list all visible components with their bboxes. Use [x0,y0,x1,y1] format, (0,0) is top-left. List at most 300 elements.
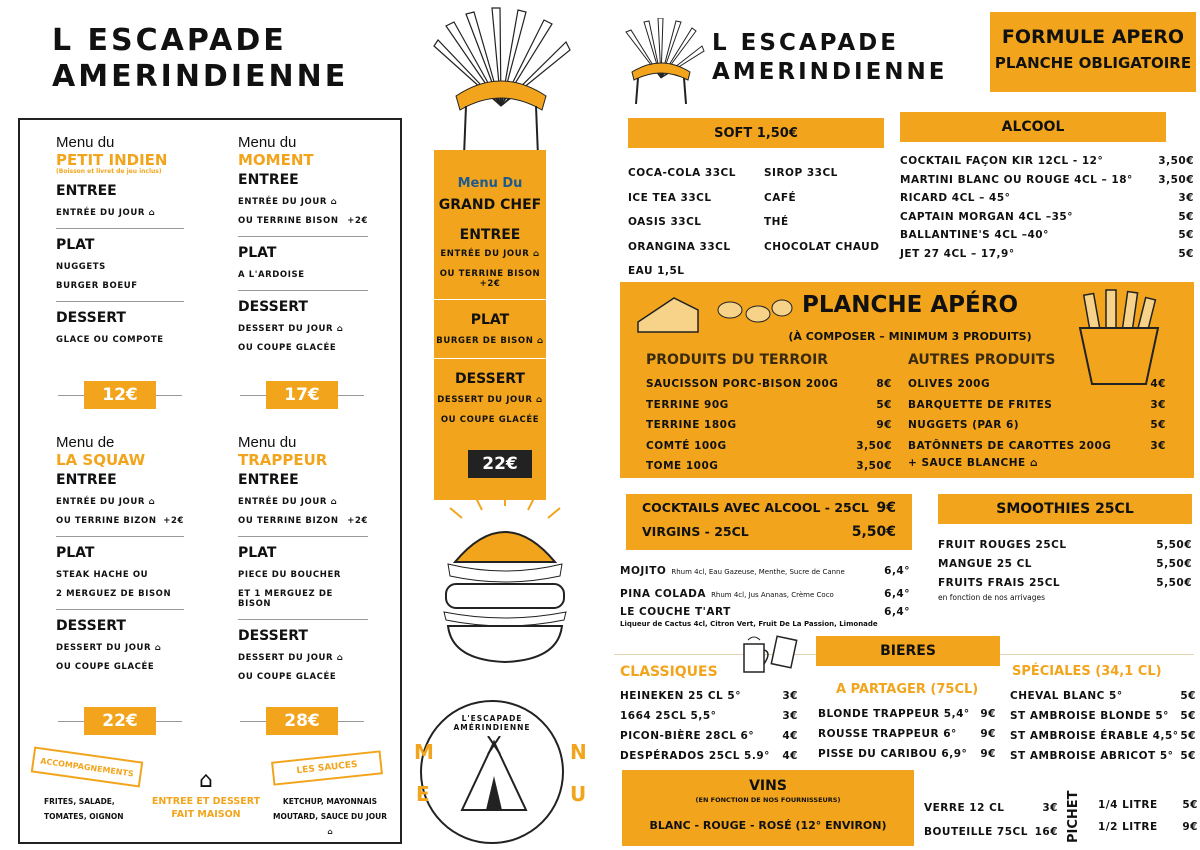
cocktail-name: MOJITO [620,565,667,577]
bieres-title: BIERES [880,643,936,659]
house-icon: ⌂ [1029,457,1038,469]
price-value: 12€ [84,381,156,409]
dessert-item: OU COUPE GLACÉE [440,415,540,425]
cocktails-header [626,494,912,550]
formule-line2: PLANCHE OBLIGATOIRE [994,54,1192,72]
headdress-icon [426,6,576,156]
house-icon: ⌂ [154,643,162,653]
cocktail-desc: Rhum 4cl, Eau Gazeuse, Menthe, Sucre de Canne [671,568,845,576]
divider [434,299,546,300]
course-plat: PLAT [238,545,277,561]
soft-list-2 [764,161,879,259]
soft-item: ICE TEA 33CL [628,191,712,204]
classiques-list [620,686,798,766]
terroir-item [646,395,892,416]
autres-price: 3€ [1150,398,1166,411]
pichet-price: 9€ [1182,821,1198,833]
price-grand-chef [468,450,532,478]
vin-price: 3€ [1042,802,1058,814]
cocktails-title: COCKTAILS AVEC ALCOOL - 25CL [642,500,869,515]
divider [56,301,184,302]
course-plat: PLAT [56,545,95,561]
entree-item [238,197,368,207]
dessert-item-text: DESSERT DU JOUR [238,653,334,663]
house-icon: ⌂ [199,768,213,793]
smoothies-header [938,494,1192,524]
speciales-title: SPÉCIALES (34,1 CL) [1012,664,1162,679]
terroir-item [646,415,892,436]
alcool-price: 5€ [1178,247,1194,260]
biere-price: 5€ [1180,730,1196,742]
fait-maison-line: FAIT MAISON [171,809,241,820]
virgins-row [642,524,896,540]
terroir-item [646,374,892,395]
menu-letter-n: N [570,740,587,764]
alcool-price: 5€ [1178,229,1194,241]
fait-maison [150,770,262,820]
biere-price: 9€ [980,708,996,720]
course-dessert: DESSERT [56,310,126,326]
biere-item [818,724,996,744]
price-value: 22€ [84,707,156,735]
plat-item: ET 1 MERGUEZ DE BISON [238,589,333,609]
cocktail-desc: Rhum 4cl, Jus Ananas, Crème Coco [711,591,834,599]
brand-title-right [712,32,992,84]
entree-item-text: OU TERRINE BIZON [56,516,157,526]
autres-item [908,395,1166,416]
menu-title: Menu du [238,434,297,451]
terroir-price: 3,50€ [856,460,892,472]
cocktail-name: PINA COLADA [620,588,706,600]
price-trappeur [240,706,364,736]
entree-item [238,497,368,507]
biere-item [1010,746,1196,766]
cocktails-list [620,560,910,628]
dessert-item [238,653,368,663]
beer-mugs-icon [740,630,804,678]
dessert-item: OU COUPE GLACÉE [238,672,337,682]
logo-ring-text: L'ESCAPADE AMÉRINDIENNE [453,714,531,732]
pichet-price: 5€ [1182,799,1198,811]
entree-item-text: OU TERRINE BISON [439,269,541,279]
fries-icon [1074,288,1164,388]
virgins-price: 5,50€ [851,524,896,540]
price-value: 17€ [266,381,338,409]
alcool-price: 3,50€ [1158,173,1194,186]
course-dessert: DESSERT [455,371,525,387]
alcool-item [900,208,1194,227]
smoothie-name: MANGUE 25 CL [938,558,1032,570]
soft-item: THÉ [764,216,789,228]
entree-extra: +2€ [347,216,368,226]
alcool-item [900,189,1194,208]
entree-item-text: OU TERRINE BISON [238,216,339,226]
entree-item [56,208,184,218]
soft-item: ORANGINA 33CL [628,240,731,253]
smoothie-item [938,555,1192,574]
terroir-name: TERRINE 180G [646,419,737,431]
brand-line2: AMERINDIENNE [52,59,349,94]
plat-item: 2 MERGUEZ DE BISON [56,589,172,599]
menu-name: PETIT INDIEN [56,151,168,169]
divider [434,358,546,359]
cheese-icon [634,292,794,340]
teepee-icon [452,736,536,816]
vins-types: BLANC - ROUGE - ROSÉ (12° ENVIRON) [649,819,887,832]
biere-name: BLONDE TRAPPEUR 5,4° [818,708,970,720]
entree-extra: +2€ [163,516,184,526]
biere-item [1010,706,1196,726]
biere-name: ST AMBROISE ÉRABLE 4,5° [1010,730,1179,742]
autres-item [908,415,1166,436]
dessert-item [434,395,546,405]
pichet-item [1098,816,1198,838]
divider [238,536,368,537]
terroir-price: 5€ [876,398,892,411]
alcool-name: RICARD 4CL – 45° [900,192,1011,204]
sauces-line: KETCHUP, MAYONNAIS [282,797,378,806]
autres-name: OLIVES 200G [908,378,991,390]
house-icon: ⌂ [336,653,344,663]
divider [238,290,368,291]
smoothie-item [938,574,1192,593]
alcool-header [900,112,1166,142]
plat-item: PIECE DU BOUCHER [238,570,342,580]
alcool-name: BALLANTINE'S 4CL –40° [900,229,1049,241]
brand-line1: L ESCAPADE [52,23,287,58]
terroir-title: PRODUITS DU TERROIR [646,352,829,368]
biere-name: HEINEKEN 25 CL 5° [620,690,741,702]
alcool-price: 5€ [1178,210,1194,223]
menu-letter-u: U [570,782,587,806]
dessert-item [238,324,368,334]
biere-name: ST AMBROISE ABRICOT 5° [1010,750,1174,762]
entree-item [434,249,546,259]
cocktails-title-price: 9€ [876,500,896,516]
dessert-item [56,643,184,653]
entree-item-text: ENTRÉE DU JOUR [238,497,327,507]
vins-note: (EN FONCTION DE NOS FOURNISSEURS) [695,796,841,804]
biere-item [1010,726,1196,746]
soft-item: COCA-COLA 33CL [628,167,736,179]
entree-item-text: ENTRÉE DU JOUR [238,197,327,207]
soft-item: EAU 1,5L [628,265,685,277]
biere-price: 5€ [1180,710,1196,722]
entree-item-text: ENTRÉE DU JOUR [56,497,145,507]
pichet-list [1098,794,1198,838]
entree-item [56,497,184,507]
formule-apero-box [990,12,1196,92]
smoothie-price: 5,50€ [1156,558,1192,570]
autres-name: BATÔNNETS DE CAROTTES 200G [908,439,1112,452]
terroir-list [646,374,892,477]
entree-item-text: ENTRÉE DU JOUR [56,208,145,218]
vin-price: 16€ [1034,826,1058,838]
cocktail-desc: Liqueur de Cactus 4cl, Citron Vert, Fruit De La Passion, Limonade [620,620,878,628]
pichet-name: 1/4 LITRE [1098,799,1158,811]
autres-item [908,436,1166,457]
soft-header [628,118,884,148]
dessert-item: OU COUPE GLACÉE [56,662,155,672]
course-plat: PLAT [238,245,277,261]
virgins-title: VIRGINS - 25CL [642,524,749,539]
house-icon: ⌂ [336,324,344,334]
biere-price: 3€ [782,710,798,722]
soft-list-1 [628,161,736,284]
menu-grand-chef [434,176,546,425]
biere-item [620,686,798,706]
terroir-item [646,436,892,457]
price-petit-indien [58,380,182,410]
smoothies-list [938,536,1192,603]
terroir-item [646,456,892,477]
biere-price: 5€ [1180,750,1196,762]
dessert-item: GLACE OU COMPOTE [56,335,164,345]
alcool-price: 3,50€ [1158,155,1194,167]
price-value: 22€ [482,454,518,474]
biere-item [818,704,996,724]
entree-item-text: OU TERRINE BIZON [238,516,339,526]
biere-name: 1664 25CL 5,5° [620,710,717,722]
cocktail-item [620,583,910,604]
cocktail-price: 6,4° [884,565,910,577]
soft-item: OASIS 33CL [628,216,702,228]
entree-item [238,516,368,526]
sauces-line [272,809,388,839]
cocktail-label [620,583,834,604]
divider [56,609,184,610]
alcool-price: 3€ [1178,192,1194,204]
entree-item [434,269,546,289]
cocktail-item [620,560,910,581]
dessert-item-text: DESSERT DU JOUR [56,643,152,653]
sauces-line-text: MOUTARD, SAUCE DU JOUR [273,812,387,821]
brand-line2: AMERINDIENNE [712,59,948,85]
alcool-item [900,152,1194,171]
course-entree: ENTREE [56,183,117,199]
menu-squaw [56,434,184,672]
vins-title: VINS [749,778,787,794]
menu-name: MOMENT [238,151,314,169]
house-icon: ⌂ [330,197,338,207]
planche-title: PLANCHE APÉRO [801,292,1019,318]
divider [238,619,368,620]
pichet-item [1098,794,1198,816]
house-icon: ⌂ [148,497,156,507]
biere-price: 5€ [1180,690,1196,702]
partager-title: A PARTAGER (75CL) [836,682,979,697]
biere-item [620,746,798,766]
dessert-item-text: DESSERT DU JOUR [238,324,334,334]
brand-line1: L ESCAPADE [712,30,899,56]
terroir-price: 9€ [876,419,892,431]
smoothie-name: FRUITS FRAIS 25CL [938,577,1061,589]
plat-item: BURGER BOEUF [56,281,138,291]
biere-price: 4€ [782,750,798,762]
entree-extra: +2€ [347,516,368,526]
accompagnements-label: ACCOMPAGNEMENTS [39,755,135,779]
formule-line1: FORMULE APERO [1001,26,1185,48]
biere-name: PISSE DU CARIBOU 6,9° [818,748,968,760]
alcool-list [900,152,1194,263]
cocktail-price: 6,4° [884,606,910,618]
dessert-item-text: DESSERT DU JOUR [437,395,533,405]
pichet-name: 1/2 LITRE [1098,821,1158,833]
course-entree: ENTREE [56,472,117,488]
autres-extra-text: + SAUCE BLANCHE [908,457,1026,469]
biere-name: CHEVAL BLANC 5° [1010,690,1123,702]
plat-item-text: BURGER DE BISON [436,336,534,346]
menu-name: TRAPPEUR [238,451,328,469]
biere-price: 9€ [980,728,996,740]
price-moment [240,380,364,410]
autres-title: AUTRES PRODUITS [908,352,1056,368]
biere-name: ROUSSE TRAPPEUR 6° [818,728,957,740]
alcool-item [900,171,1194,190]
plat-item [434,336,546,346]
menu-trappeur [238,434,368,682]
vins-list [924,796,1058,844]
course-dessert: DESSERT [238,628,308,644]
house-icon: ⌂ [536,395,543,405]
autres-name: NUGGETS (PAR 6) [908,419,1020,431]
biere-name: ST AMBROISE BLONDE 5° [1010,710,1169,722]
fait-maison-line: ENTREE ET DESSERT [151,796,261,807]
soft-item: SIROP 33CL [764,167,838,179]
accompagnements-text [44,794,124,824]
biere-price: 4€ [782,730,798,742]
autres-list [908,374,1166,470]
alcool-item [900,226,1194,245]
bieres-header [816,636,1000,666]
terroir-name: SAUCISSON PORC-BISON 200G [646,378,839,390]
cocktail-label [620,560,845,581]
biere-item [818,744,996,764]
entree-item [56,516,184,526]
dessert-item: OU COUPE GLACÉE [238,343,337,353]
menu-title: Menu du [56,134,115,151]
autres-price: 3€ [1150,439,1166,452]
biere-item [620,706,798,726]
terroir-name: COMTÉ 100G [646,439,727,452]
brand-title-left [52,23,392,94]
terroir-name: TOME 100G [646,460,719,472]
accompagnements-line: TOMATES, OIGNON [44,812,124,821]
divider [56,536,184,537]
course-plat: PLAT [470,312,510,328]
alcool-name: MARTINI BLANC OU ROUGE 4CL – 18° [900,173,1133,186]
menu-title: Menu Du [457,176,523,191]
course-entree: ENTREE [238,472,299,488]
menu-letter-m: M [414,740,434,764]
divider [56,228,184,229]
autres-price: 4€ [1150,378,1166,390]
menu-logo [420,700,564,844]
house-icon: ⌂ [532,249,540,259]
biere-price: 9€ [980,748,996,760]
smoothie-note: en fonction de nos arrivages [938,593,1046,602]
accompagnements-line: FRITES, SALADE, [44,797,115,806]
speciales-list [1010,686,1196,766]
menu-letter-e: E [416,782,430,806]
entree-extra: +2€ [479,279,501,289]
smoothies-title: SMOOTHIES 25CL [996,501,1134,517]
house-icon: ⌂ [327,827,333,836]
autres-item [908,374,1166,395]
vin-item [924,820,1058,844]
alcool-name: CAPTAIN MORGAN 4CL –35° [900,210,1073,223]
smoothie-price: 5,50€ [1156,539,1192,551]
vins-box [622,770,914,846]
headdress-small-icon [616,18,706,104]
biere-item [1010,686,1196,706]
classiques-title: CLASSIQUES [620,664,718,680]
menu-title: Menu du [238,134,297,151]
alcool-item [900,245,1194,264]
plat-item: NUGGETS [56,262,106,272]
biere-item [620,726,798,746]
menu-title: Menu de [56,434,115,451]
course-dessert: DESSERT [56,618,126,634]
course-entree: ENTREE [238,172,299,188]
price-squaw [58,706,182,736]
course-plat: PLAT [56,237,95,253]
entree-item-text: ENTRÉE DU JOUR [440,249,530,259]
soft-title: SOFT 1,50€ [714,125,798,141]
alcool-name: COCKTAIL FAÇON KIR 12CL - 12° [900,155,1104,167]
cocktail-price: 6,4° [884,588,910,600]
plat-item: A L'ARDOISE [238,270,305,280]
burger-illustration [430,492,580,672]
biere-name: DESPÉRADOS 25CL 5.9° [620,750,770,762]
sauces-text [272,794,388,839]
vin-item [924,796,1058,820]
partager-list [818,704,996,764]
menu-moment [238,134,368,353]
course-dessert: DESSERT [238,299,308,315]
house-icon: ⌂ [148,208,156,218]
alcool-name: JET 27 4CL – 17,9° [900,247,1015,260]
course-entree: ENTREE [459,227,521,243]
house-icon: ⌂ [330,497,338,507]
cocktails-title-row [642,500,896,516]
cocktail-name: LE COUCHE T'ART [620,606,731,618]
soft-item: CAFÉ [764,191,797,204]
pichet-label: PICHET [1066,790,1081,844]
menu-petit-indien [56,134,184,345]
planche-subtitle: (À COMPOSER – MINIMUM 3 PRODUITS) [788,330,1032,343]
entree-item [238,216,368,226]
autres-name: BARQUETTE DE FRITES [908,398,1053,411]
plat-item: STEAK HACHE OU [56,570,149,580]
menu-name: LA SQUAW [56,451,146,469]
terroir-name: TERRINE 90G [646,398,729,411]
soft-item: CHOCOLAT CHAUD [764,240,880,253]
menu-name: GRAND CHEF [438,197,542,213]
biere-price: 3€ [782,690,798,702]
terroir-price: 3,50€ [856,439,892,452]
alcool-title: ALCOOL [1001,119,1065,135]
vin-name: BOUTEILLE 75CL [924,826,1028,838]
smoothie-item [938,536,1192,555]
biere-name: PICON-BIÈRE 28CL 6° [620,730,755,742]
autres-extra [908,456,1166,470]
autres-price: 5€ [1150,419,1166,431]
vin-name: VERRE 12 CL [924,802,1005,814]
menu-note: (Boisson et livret de jeu inclus) [56,168,162,175]
cocktail-item [620,604,910,620]
smoothie-name: FRUIT ROUGES 25CL [938,539,1067,551]
